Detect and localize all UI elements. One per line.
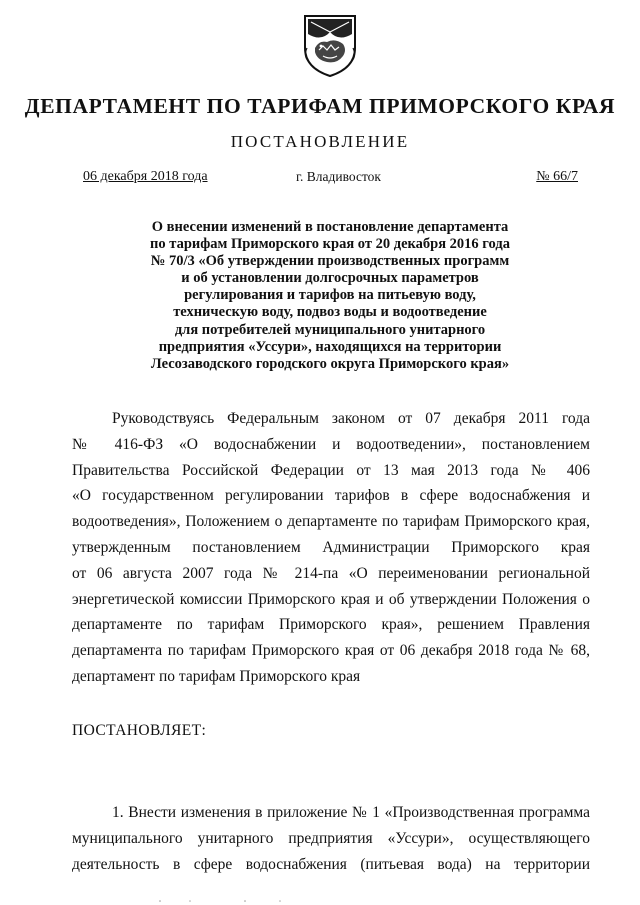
subject-line: О внесении изменений в постановление департамента: [151, 219, 509, 235]
organization-title: ДЕПАРТАМЕНТ ПО ТАРИФАМ ПРИМОРСКОГО КРАЯ: [24, 94, 616, 118]
scan-artifact: [150, 899, 300, 903]
document-type: ПОСТАНОВЛЕНИЕ: [230, 132, 410, 151]
preamble-paragraph: [72, 406, 590, 690]
coat-of-arms-icon: [299, 12, 361, 78]
document-subject: [100, 219, 560, 373]
preamble-line: № 416-ФЗ «О водоснабжении и водоотведении», постановлением: [72, 435, 590, 453]
document-number: № 66/7: [536, 169, 578, 184]
preamble-line: Руководствуясь Федеральным законом от 07 декабря 2011 года: [112, 410, 590, 427]
subject-line: по тарифам Приморского края от 20 декабря 2016 года: [150, 236, 510, 253]
preamble-line: «О государственном регулировании тарифов в сфере водоснабжения и: [72, 487, 590, 505]
clause-1-paragraph: [72, 800, 590, 877]
preamble-line: от 06 августа 2007 года № 214-па «О переименовании региональной: [72, 564, 590, 582]
preamble-line: департамента по тарифам Приморского края от 06 декабря 2018 года № 68,: [72, 642, 590, 660]
decree-heading: ПОСТАНОВЛЯЕТ:: [72, 722, 207, 739]
subject-line: предприятия «Уссури», находящихся на территории: [158, 338, 502, 355]
subject-line: Лесозаводского городского округа Приморского края»: [150, 355, 510, 372]
preamble-line: энергетической комиссии Приморского края и об утверждении Положения о: [72, 590, 590, 608]
clause-line: деятельность в сфере водоснабжения (питьевая вода) на территории: [72, 855, 590, 873]
preamble-line: утвержденным постановлением Администрации Приморского края: [72, 538, 590, 556]
clause-line: 1. Внести изменения в приложение № 1 «Производственная программа: [112, 804, 590, 821]
preamble-line: Правительства Российской Федерации от 13 мая 2013 года № 406: [72, 461, 590, 479]
document-date: 06 декабря 2018 года: [83, 169, 208, 184]
preamble-line: департаменте по тарифам Приморского края», решением Правления: [72, 616, 590, 634]
subject-line: № 70/3 «Об утверждении производственных программ: [150, 253, 510, 270]
subject-line: техническую воду, подвоз воды и водоотведение: [173, 304, 487, 321]
subject-line: для потребителей муниципального унитарного: [174, 321, 486, 338]
subject-line: регулирования и тарифов на питьевую воду,: [184, 287, 476, 304]
document-city: г. Владивосток: [296, 169, 381, 184]
subject-line: и об установлении долгосрочных параметров: [181, 270, 479, 287]
preamble-line: департамент по тарифам Приморского края: [72, 667, 361, 685]
clause-line: муниципального унитарного предприятия «Уссури», осуществляющего: [72, 829, 590, 847]
preamble-line: водоотведения», Положением о департаменте по тарифам Приморского края,: [72, 513, 590, 531]
